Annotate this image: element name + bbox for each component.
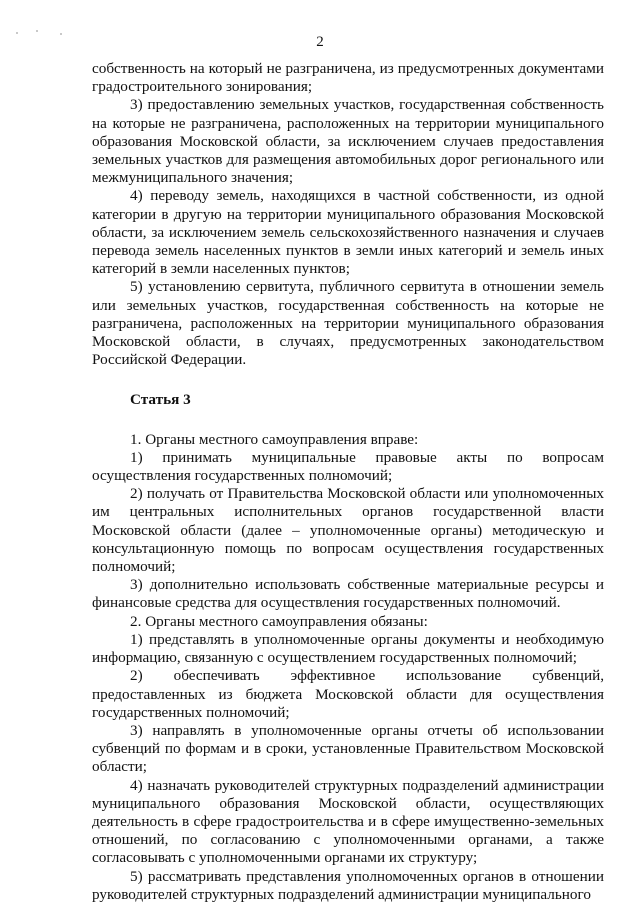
paragraph-continuation: собственность на который не разграничена, из предусмотренных документами градостроительного зонирования; [92,60,604,96]
paragraph-item-3: 3) предоставлению земельных участков, государственная собственность на которые не разграничена, расположенных на территории муниципального образования Московской области, за исключением случаев предоставления земельных участков для размещения автомобильных дорог регионального или межмуниципального значения; [92,96,604,187]
paragraph-item-4: 4) переводу земель, находящихся в частной собственности, из одной категории в другую на территории муниципального образования Московской области, за исключением земель сельскохозяйственного назначения и случаев перевода земель населенных пунктов в земли иных категорий и земель иных категорий в земли населенных пунктов; [92,187,604,278]
paragraph-duties-3: 3) направлять в уполномоченные органы отчеты об использовании субвенций по формам и в сроки, установленные Правительством Московской области; [92,721,604,776]
paragraph-rights-3: 3) дополнительно использовать собственные материальные ресурсы и финансовые средства для осуществления государственных полномочий. [92,576,604,612]
article-heading: Статья 3 [130,391,191,409]
paragraph-rights-intro: 1. Органы местного самоуправления вправе: [130,430,419,448]
paragraph-duties-4: 4) назначать руководителей структурных подразделений администрации муниципального образования Московской области, осуществляющих деятельность в сфере градостроительства и в сфере имущественно-земельных отношений, по согласованию с уполномоченными органами, а также согласовывать с уполномоченными органами их структуру; [92,776,604,867]
paragraph-duties-5: 5) рассматривать представления уполномоченных органов в отношении руководителей структурных подразделений администрации муниципального [92,867,604,903]
paragraph-duties-intro: 2. Органы местного самоуправления обязаны: [130,612,428,630]
paragraph-rights-1: 1) принимать муниципальные правовые акты по вопросам осуществления государственных полномочий; [92,448,604,485]
paragraph-item-5: 5) установлению сервитута, публичного сервитута в отношении земель или земельных участков, государственная собственность на которые не разграничена, расположенных на территории муниципального образования Московской области, в случаях, предусмотренных законодательством Российской Федерации. [92,278,604,369]
page-number: 2 [316,34,324,50]
paragraph-duties-1: 1) представлять в уполномоченные органы документы и необходимую информацию, связанную с осуществлением государственных полномочий; [92,630,604,667]
paragraph-rights-2: 2) получать от Правительства Московской области или уполномоченных им центральных исполнительных органов государственной власти Московской области (далее – уполномоченные органы) методическую и консультационную помощь по вопросам осуществления государственных полномочий; [92,485,604,576]
document-body [92,60,604,904]
paragraph-duties-2: 2) обеспечивать эффективное использование субвенций, предоставленных из бюджета Московской области для осуществления государственных полномочий; [92,667,604,721]
